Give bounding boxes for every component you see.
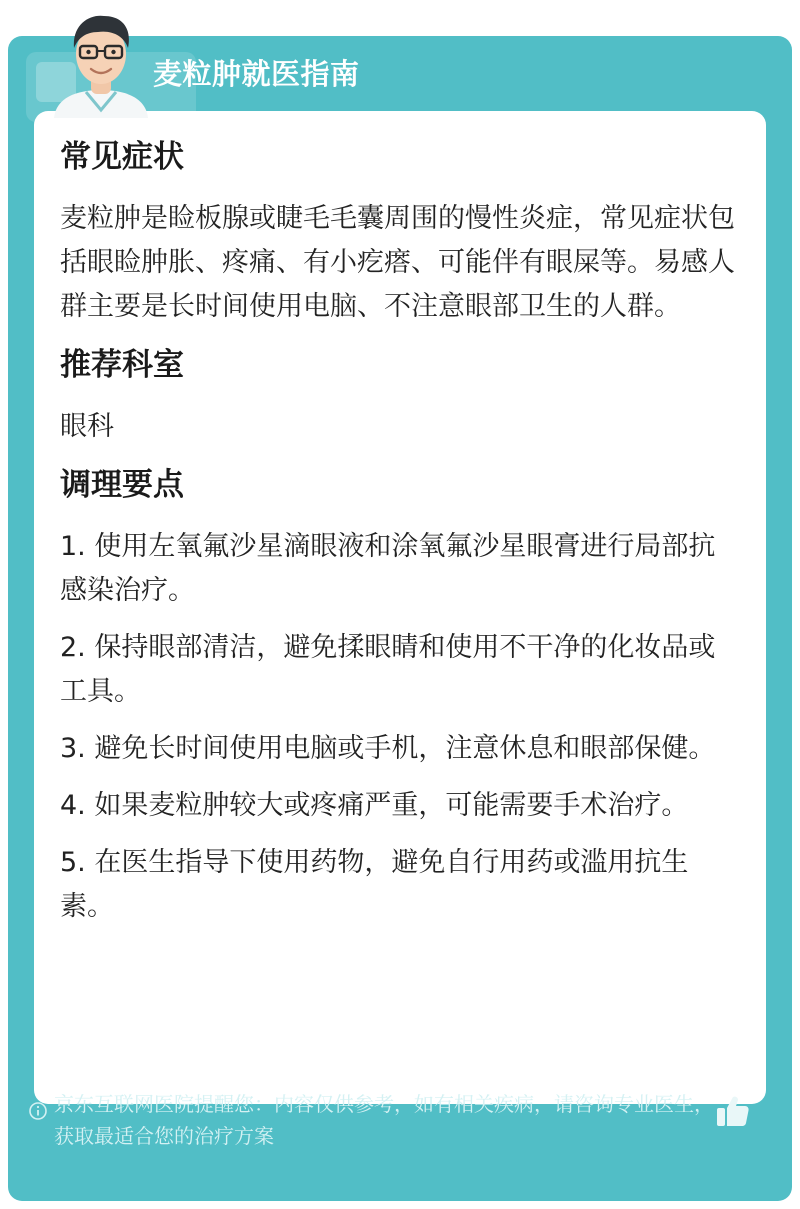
section-title-care: 调理要点 bbox=[60, 467, 184, 503]
department-text: 眼科 bbox=[60, 411, 114, 442]
doctor-avatar-icon bbox=[46, 6, 156, 118]
section-title-department: 推荐科室 bbox=[60, 347, 184, 383]
care-list-item: 1. 使用左氧氟沙星滴眼液和涂氧氟沙星眼膏进行局部抗感染治疗。 bbox=[60, 531, 716, 606]
content-panel bbox=[34, 111, 766, 1104]
care-list-item: 3. 避免长时间使用电脑或手机，注意休息和眼部保健。 bbox=[60, 733, 716, 764]
care-list-item: 4. 如果麦粒肿较大或疼痛严重，可能需要手术治疗。 bbox=[60, 790, 689, 821]
guide-card bbox=[8, 36, 792, 1201]
disclaimer-text: 京东互联网医院提醒您：内容仅供参考，如有相关疾病，请咨询专业医生，获取最适合您的治疗方案 bbox=[54, 1092, 714, 1148]
section-title-symptoms: 常见症状 bbox=[60, 139, 184, 175]
page-title: 麦粒肿就医指南 bbox=[153, 57, 360, 91]
care-list-item: 2. 保持眼部清洁，避免揉眼睛和使用不干净的化妆品或工具。 bbox=[60, 632, 716, 707]
symptoms-text: 麦粒肿是睑板腺或睫毛毛囊周围的慢性炎症，常见症状包括眼睑肿胀、疼痛、有小疙瘩、可能伴有眼屎等。易感人群主要是长时间使用电脑、不注意眼部卫生的人群。 bbox=[60, 203, 735, 322]
care-list-item: 5. 在医生指导下使用药物，避免自行用药或滥用抗生素。 bbox=[60, 847, 689, 922]
info-circle-icon bbox=[28, 1101, 48, 1121]
thumbs-up-icon[interactable] bbox=[714, 1093, 750, 1129]
